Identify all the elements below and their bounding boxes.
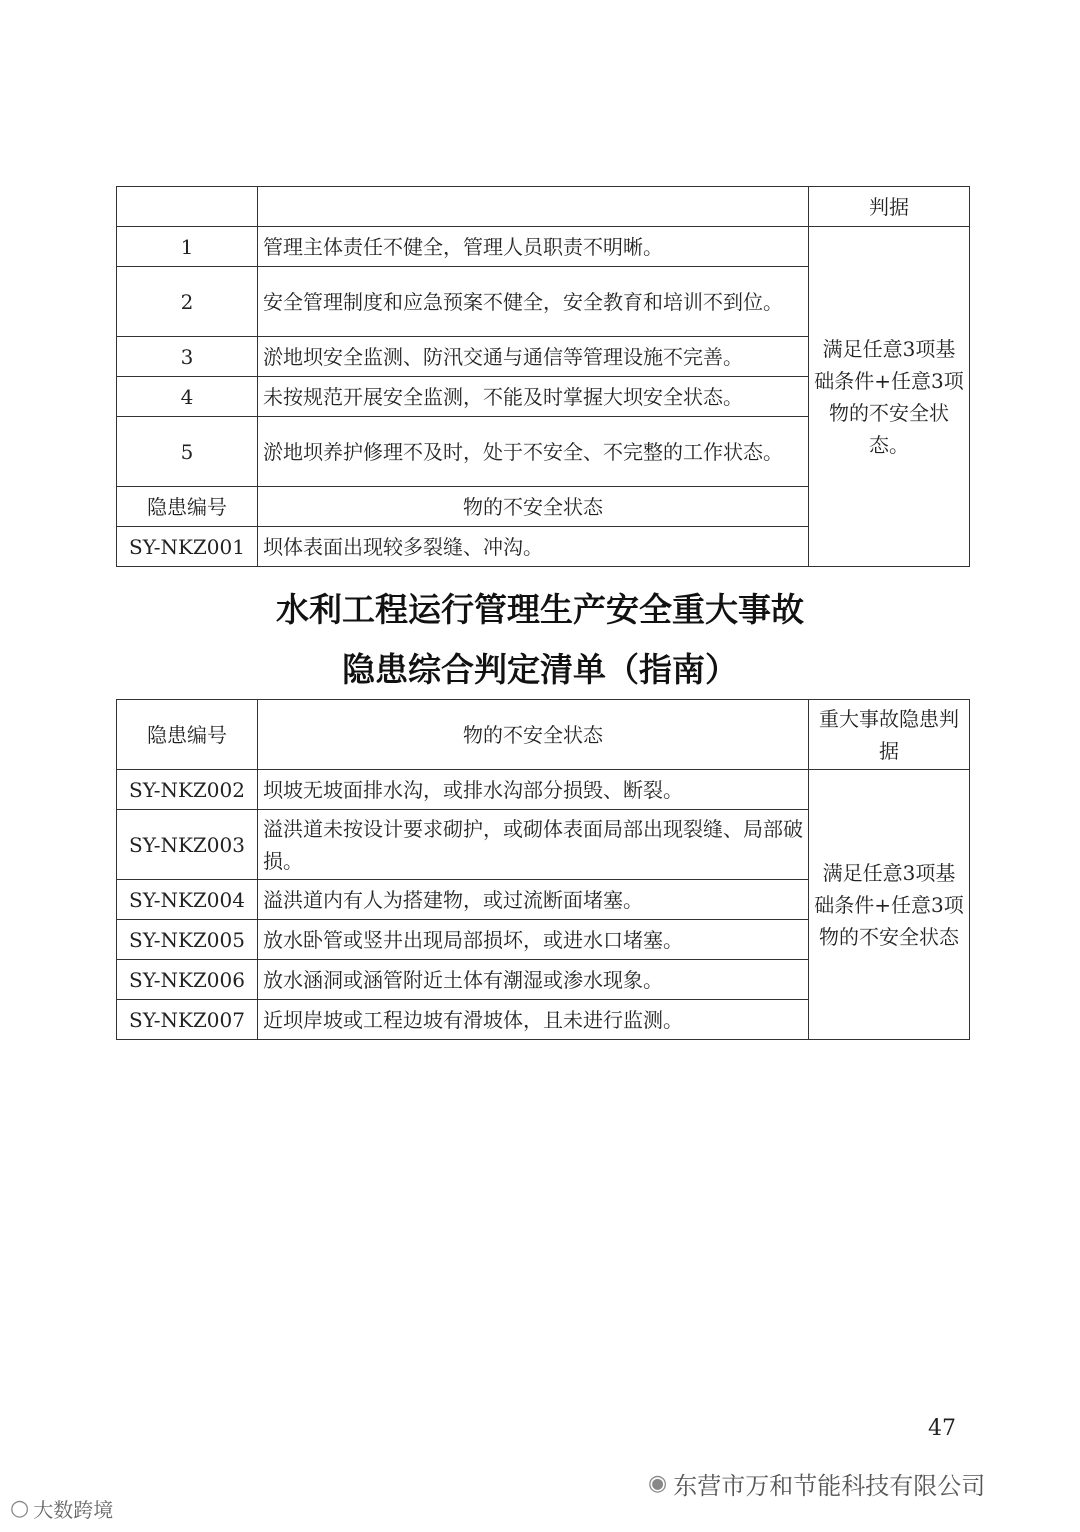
table-row: [117, 770, 970, 810]
header-criteria: 重大事故隐患判据: [809, 700, 970, 770]
row-code: SY-NKZ004: [117, 880, 258, 920]
table-row: [117, 227, 970, 267]
header-criteria: 判据: [809, 187, 970, 227]
row-code: SY-NKZ007: [117, 1000, 258, 1040]
row-code: SY-NKZ006: [117, 960, 258, 1000]
logo-icon: ○: [10, 1496, 30, 1521]
row-code: SY-NKZ003: [117, 810, 258, 880]
row-number: 1: [117, 227, 258, 267]
row-text: 安全管理制度和应急预案不健全，安全教育和培训不到位。: [258, 267, 809, 337]
unsafe-state-table: [116, 699, 970, 1040]
subheader-code: 隐患编号: [117, 487, 258, 527]
page-number: 47: [928, 1416, 956, 1441]
watermark-company-text: 东营市万和节能科技有限公司: [673, 1472, 986, 1500]
row-number: 2: [117, 267, 258, 337]
row-text: 管理主体责任不健全，管理人员职责不明晰。: [258, 227, 809, 267]
row-number: 4: [117, 377, 258, 417]
row-text: 淤地坝养护修理不及时，处于不安全、不完整的工作状态。: [258, 417, 809, 487]
row-text: 放水涵洞或涵管附近土体有潮湿或渗水现象。: [258, 960, 809, 1000]
row-number: 3: [117, 337, 258, 377]
wechat-icon: ◉: [648, 1471, 668, 1496]
table-header-row: [117, 187, 970, 227]
row-code: SY-NKZ005: [117, 920, 258, 960]
header-code: 隐患编号: [117, 700, 258, 770]
row-text: 坝坡无坡面排水沟，或排水沟部分损毁、断裂。: [258, 770, 809, 810]
header-cell-1: [117, 187, 258, 227]
document-title-line2: 隐患综合判定清单（指南）: [342, 650, 738, 689]
header-cell-2: [258, 187, 809, 227]
row-text: 溢洪道未按设计要求砌护，或砌体表面局部出现裂缝、局部破损。: [258, 810, 809, 880]
row-text: 放水卧管或竖井出现局部损坏，或进水口堵塞。: [258, 920, 809, 960]
watermark-brand: [10, 1494, 113, 1523]
basic-conditions-table: [116, 186, 970, 567]
criteria-cell: 满足任意3项基础条件+任意3项物的不安全状态: [809, 770, 970, 1040]
row-text: 近坝岸坡或工程边坡有滑坡体，且未进行监测。: [258, 1000, 809, 1040]
criteria-cell: 满足任意3项基础条件+任意3项物的不安全状态。: [809, 227, 970, 567]
row-code: SY-NKZ002: [117, 770, 258, 810]
header-state: 物的不安全状态: [258, 700, 809, 770]
watermark-company: [648, 1466, 985, 1501]
subheader-state: 物的不安全状态: [258, 487, 809, 527]
row-code: SY-NKZ001: [117, 527, 258, 567]
row-text: 坝体表面出现较多裂缝、冲沟。: [258, 527, 809, 567]
row-text: 溢洪道内有人为搭建物，或过流断面堵塞。: [258, 880, 809, 920]
table-header-row: [117, 700, 970, 770]
row-text: 未按规范开展安全监测，不能及时掌握大坝安全状态。: [258, 377, 809, 417]
row-number: 5: [117, 417, 258, 487]
row-text: 淤地坝安全监测、防汛交通与通信等管理设施不完善。: [258, 337, 809, 377]
watermark-brand-text: 大数跨境: [33, 1498, 114, 1522]
document-title-line1: 水利工程运行管理生产安全重大事故: [276, 590, 804, 629]
